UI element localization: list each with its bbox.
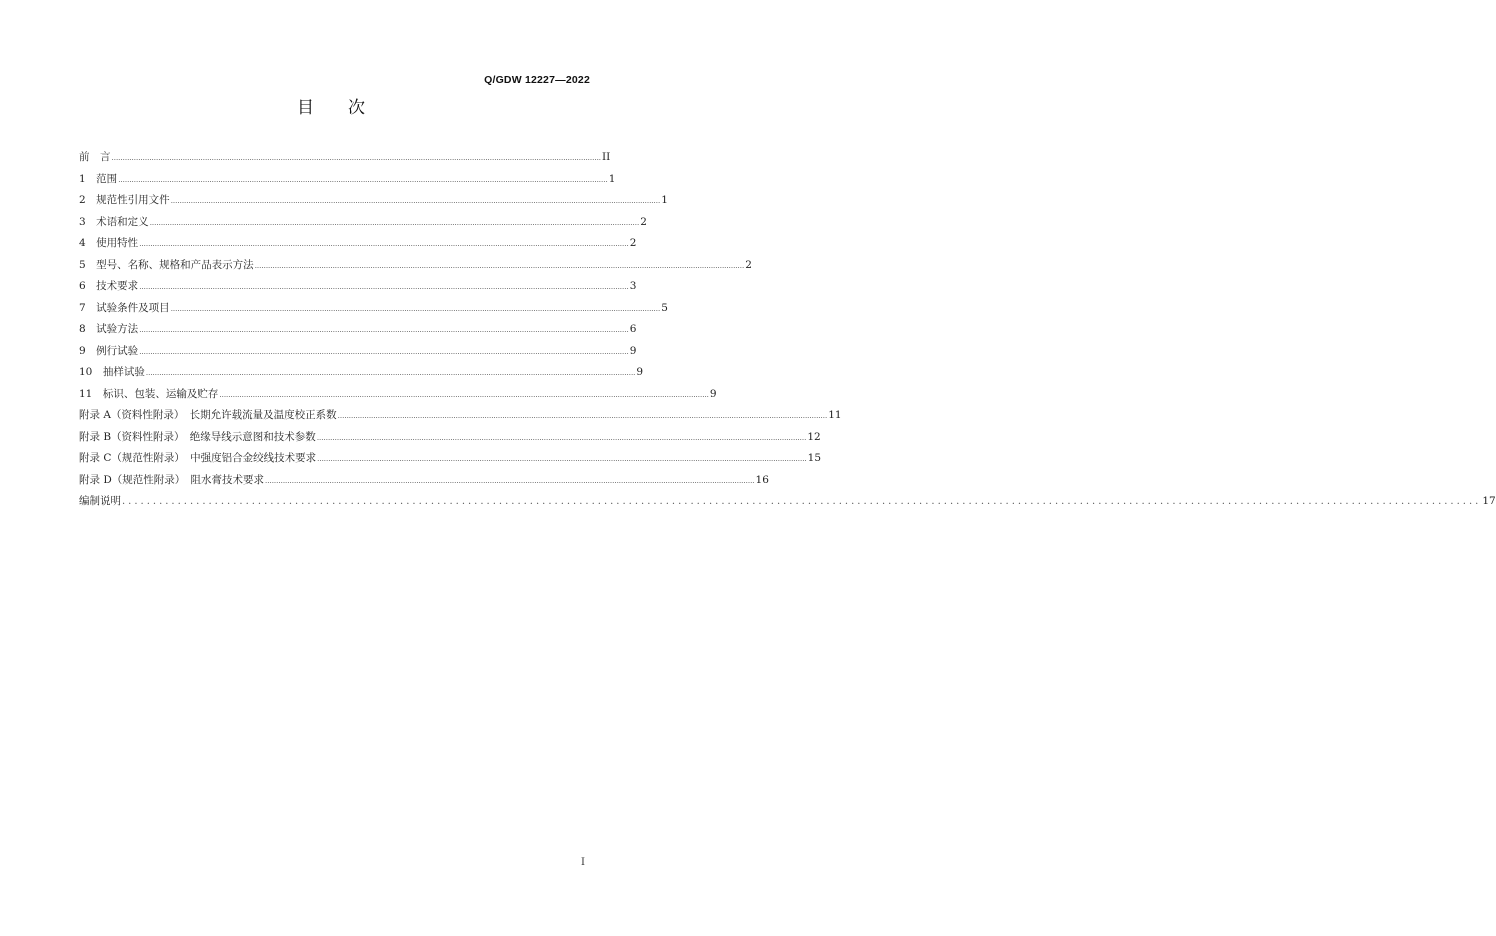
document-code: Q/GDW 12227—2022 (484, 74, 590, 86)
table-of-contents (79, 147, 1496, 513)
toc-entry-page: 15 (807, 452, 822, 464)
toc-entry-annex-b[interactable] (79, 427, 821, 449)
toc-leader: ............................................................................................................................................................................................................................ (219, 390, 709, 399)
toc-leader: ............................................................................................................................................................................................................................ (316, 433, 807, 442)
toc-entry-label: 前 言 (79, 151, 111, 163)
toc-entry-label: 10 抽样试验 (79, 366, 145, 378)
toc-entry-label: 7 试验条件及项目 (79, 301, 170, 314)
toc-entry-label: 4 使用特性 (79, 237, 139, 249)
toc-leader: ............................................................................................................................................................................................................................ (170, 197, 661, 205)
toc-entry-normative-references[interactable] (79, 190, 668, 212)
toc-entry-label: 附录 A（资料性附录） 长期允许载流量及温度校正系数 (79, 409, 337, 421)
toc-leader: ............................................................................................................................................................................................................................ (149, 218, 640, 227)
toc-leader: ............................................................................................................................................................................................................................ (139, 283, 629, 291)
toc-entry-page: 2 (640, 215, 647, 228)
toc-entry-page: 16 (755, 473, 769, 486)
toc-entry-page: 11 (828, 409, 842, 421)
toc-entry-label: 附录 D（规范性附录） 阻水膏技术要求 (79, 473, 265, 486)
toc-entry-page: 6 (629, 323, 637, 335)
toc-leader: ............................................................................................................................................................................................................................ (337, 412, 828, 420)
toc-entry-page: II (602, 151, 611, 163)
toc-entry-sample-tests[interactable] (79, 362, 644, 384)
toc-entry-label: 3 术语和定义 (79, 215, 149, 228)
toc-entry-terms-definitions[interactable] (79, 212, 647, 234)
toc-entry-technical-requirements[interactable] (79, 276, 637, 298)
toc-entry-page: 3 (629, 280, 637, 292)
toc-entry-page: 2 (745, 258, 752, 271)
toc-entry-page: 12 (807, 430, 821, 443)
toc-entry-label: 附录 B（资料性附录） 绝缘导线示意图和技术参数 (79, 430, 316, 443)
toc-entry-page: 9 (709, 387, 717, 400)
toc-entry-page: 17 (1482, 495, 1496, 507)
toc-entry-annex-d[interactable] (79, 470, 769, 492)
toc-entry-page: 9 (629, 344, 637, 357)
toc-leader: ............................................................................................................................................................................................................................ (139, 347, 629, 356)
toc-leader: ............................................................................................................................................................................................................................ (145, 369, 636, 377)
toc-leader: ............................................................................................................................................................................................................................ (265, 476, 755, 485)
toc-entry-label: 附录 C（规范性附录） 中强度铝合金绞线技术要求 (79, 452, 317, 464)
toc-entry-label: 9 例行试验 (79, 344, 139, 357)
toc-entry-annex-a[interactable] (79, 405, 842, 427)
toc-leader: ............................................................................................................................................................................................................................ (111, 154, 602, 162)
toc-leader: ............................................................................................................................................................................................................................ (254, 261, 745, 270)
toc-entry-label: 1 范围 (79, 172, 118, 185)
toc-entry-label: 11 标识、包装、运输及贮存 (79, 387, 219, 400)
toc-entry-model-designation[interactable] (79, 255, 752, 277)
page-title: 目次 (297, 98, 399, 118)
page-number: I (581, 857, 585, 868)
toc-entry-marking-packaging[interactable] (79, 384, 717, 406)
toc-entry-page: 5 (661, 301, 668, 314)
toc-entry-page: 1 (608, 172, 616, 185)
toc-leader: ............................................................................................................................................................................................................................ (118, 175, 608, 184)
toc-entry-label: 8 试验方法 (79, 323, 139, 335)
toc-entry-compilation-notes[interactable] (79, 491, 1496, 513)
toc-leader: ............................................................................................................................................................................................................................ (317, 455, 807, 463)
toc-entry-annex-c[interactable] (79, 448, 822, 470)
toc-entry-page: 2 (629, 237, 637, 249)
toc-entry-label: 编制说明 (79, 495, 121, 507)
toc-leader: ............................................................................................................................................................................................................................ (170, 304, 661, 313)
toc-entry-service-characteristics[interactable] (79, 233, 637, 255)
toc-entry-routine-tests[interactable] (79, 341, 637, 363)
toc-entry-test-conditions[interactable] (79, 298, 668, 320)
toc-leader: ............................................................................................................................................................................................................................ (139, 240, 629, 248)
toc-entry-label: 2 规范性引用文件 (79, 194, 170, 206)
toc-entry-page: 9 (636, 366, 644, 378)
toc-entry-foreword[interactable] (79, 147, 611, 169)
toc-leader: ............................................................................................................................................................................................................................ (122, 496, 1482, 507)
toc-entry-scope[interactable] (79, 169, 616, 191)
toc-leader: ............................................................................................................................................................................................................................ (139, 326, 629, 334)
toc-entry-label: 5 型号、名称、规格和产品表示方法 (79, 258, 254, 271)
toc-entry-test-methods[interactable] (79, 319, 637, 341)
toc-entry-label: 6 技术要求 (79, 280, 139, 292)
toc-entry-page: 1 (661, 194, 668, 206)
